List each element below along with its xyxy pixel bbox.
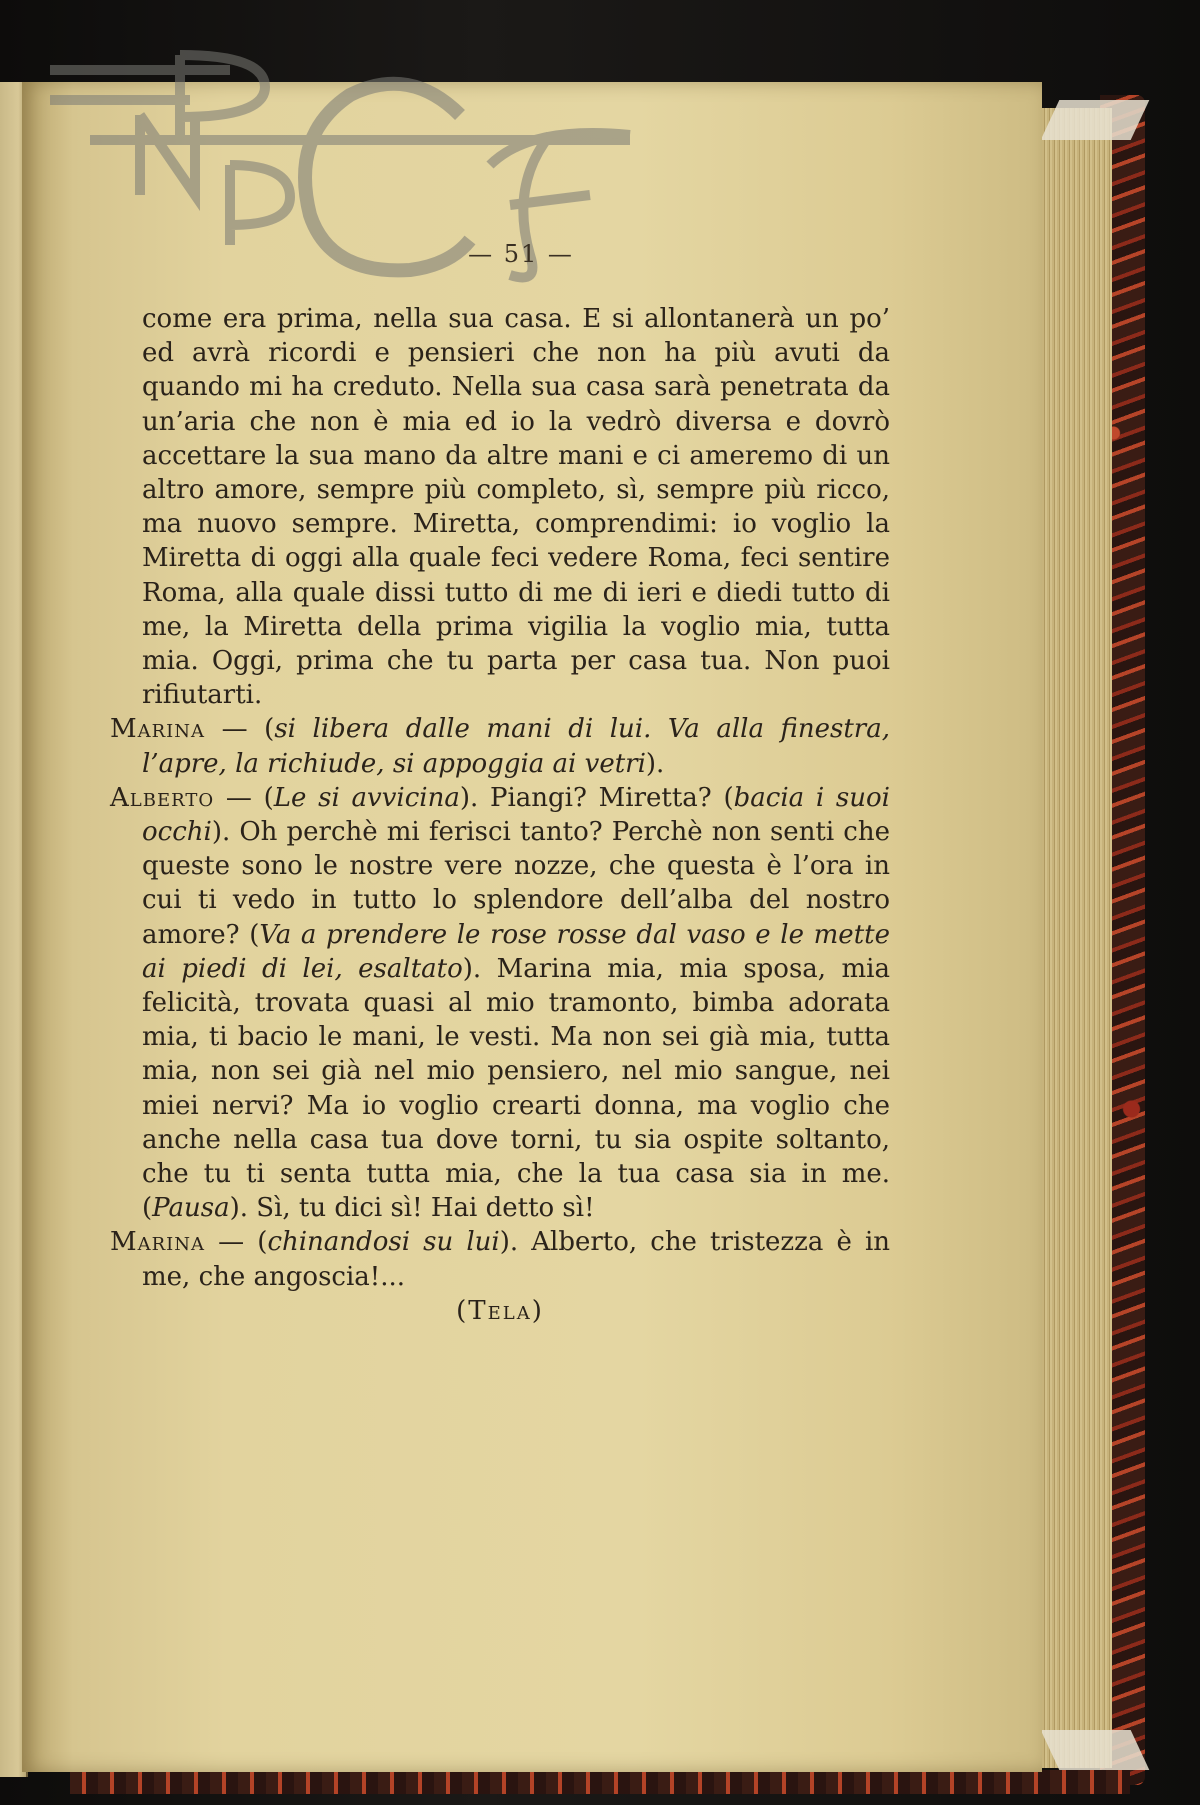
dialogue-text: ). Marina mia, mia sposa, mia felicità, trovata quasi al mio tramonto, bimba adorata mia, ti bacio le mani, le vesti. Ma non sei già mia, tutta mia, non sei già nel mio pensiero, nel mio sangue, nei miei nervi? Ma io voglio crearti donna, ma voglio che anche nella casa tua dove torni, tu sia ospite soltanto, che tu ti senta tutta mia, che la tua casa sia in me. ( bbox=[142, 953, 890, 1224]
dialogue-text: ( bbox=[263, 782, 274, 813]
speech-block bbox=[110, 781, 890, 1226]
dialogue-text: ). Sì, tu dici sì! Hai detto sì! bbox=[229, 1193, 595, 1224]
stage-direction: si libera dalle mani di lui. Va alla finestra, l’apre, la richiude, si appoggia ai vetri bbox=[142, 714, 891, 779]
speech-block bbox=[110, 712, 890, 780]
page-edges bbox=[1040, 108, 1112, 1768]
book-cover-bottom bbox=[70, 1770, 1130, 1794]
stage-direction: Le si avvicina bbox=[273, 782, 460, 813]
speaker-dash: — bbox=[205, 714, 265, 745]
stage-direction: Pausa bbox=[152, 1193, 230, 1224]
stage-direction: Va a prendere le rose rosse dal vaso e le mette ai piedi di lei, esaltato bbox=[142, 919, 890, 984]
paragraph-continuation bbox=[110, 302, 890, 712]
dialogue-text: ). Oh perchè mi ferisci tanto? Perchè non senti che queste sono le nostre vere nozze, che questa è l’ora in cui ti vedo in tutto lo splendore dell’alba del nostro amore? ( bbox=[142, 817, 890, 950]
stage-direction: chinandosi su lui bbox=[267, 1227, 500, 1258]
curtain-direction: (Tela) bbox=[456, 1295, 544, 1326]
speech-block bbox=[110, 1225, 890, 1293]
dialogue-text: ( bbox=[264, 714, 275, 745]
cover-corner-top bbox=[1041, 100, 1150, 140]
paragraph-text: come era prima, nella sua casa. E si allontanerà un po’ ed avrà ricordi e pensieri che non ha più avuti da quando mi ha creduto. Nella sua casa sarà penetrata da un’aria che non è mia ed io la vedrò diversa e dovrò accettare la sua mano da altre mani e ci ameremo di un altro amore, sempre più completo, sì, sempre più ricco, ma nuovo sempre. Miretta, comprendimi: io voglio la Miretta di oggi alla quale feci vedere Roma, feci sentire Roma, alla quale dissi tutto di me di ieri e diedi tutto di me, la Miretta della prima vigilia la voglio mia, tutta mia. Oggi, prima che tu parta per casa tua. Non puoi rifiutarti. bbox=[142, 304, 890, 711]
stage-direction: bacia i suoi occhi bbox=[142, 782, 890, 848]
speaker-dash: — bbox=[214, 782, 264, 813]
dialogue-text: ( bbox=[257, 1227, 268, 1258]
speaker-name: Marina bbox=[110, 1227, 206, 1258]
speaker-name: Marina bbox=[110, 714, 206, 745]
dialogue-text: ). Piangi? Miretta? ( bbox=[459, 782, 734, 813]
page-number: — 51 — bbox=[468, 240, 574, 268]
cover-corner-bottom bbox=[1041, 1730, 1150, 1770]
speaker-name: Alberto bbox=[110, 782, 215, 813]
dialogue-text: ). bbox=[645, 748, 665, 779]
dialogue-text: ). Alberto, che tristezza è in me, che angoscia!... bbox=[142, 1227, 891, 1292]
page-text bbox=[110, 302, 890, 1328]
speaker-dash: — bbox=[205, 1227, 258, 1258]
